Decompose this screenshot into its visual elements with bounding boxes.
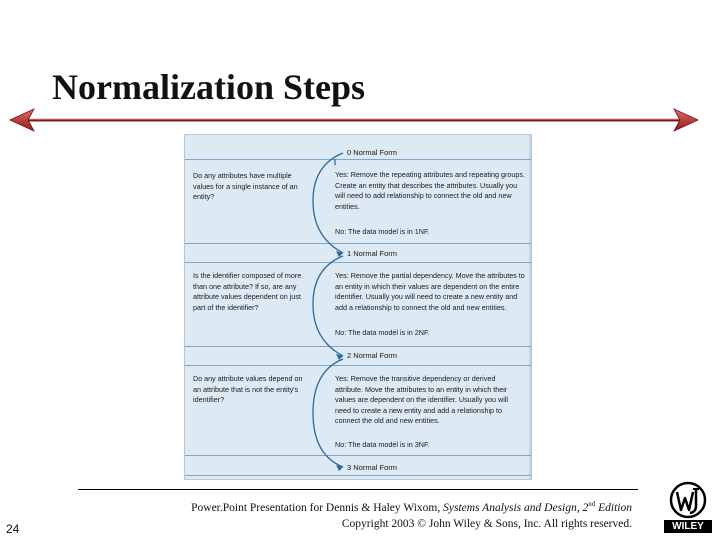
- step1-question: Do any attributes have multiple values for a single instance of an entity?: [193, 171, 298, 202]
- normalization-figure: [184, 134, 532, 480]
- title-divider-arrow: [8, 106, 700, 136]
- step3-yes-text: Yes: Remove the transitive dependency or derived attribute. Move the attributes to an entity in which their values are dependent on the identifier. Usually you will need to create a new entity and add a relationship to connect the old and new entities.: [335, 374, 509, 426]
- footer-rule: [78, 489, 638, 490]
- step2-yes-text: Yes: Remove the partial dependency. Move the attributes to an entity in which their values are dependent on the entire identifier. Usually you will need to create a new entity and add a relationship to connect the old and new entities.: [335, 271, 525, 312]
- form-label-1nf: 1 Normal Form: [347, 249, 398, 258]
- footer-line-1: Power.Point Presentation for Dennis & Haley Wixom, Systems Analysis and Design, 2nd Edition: [191, 500, 632, 514]
- step2-question: Is the identifier composed of more than one attribute? If so, are any attribute values dependent on just part of the identifier?: [193, 271, 302, 312]
- step3-question: Do any attribute values depend on an attribute that is not the entity's identifier?: [193, 374, 303, 405]
- page-number: 24: [6, 522, 20, 536]
- step3-no-text: No: The data model is in 3NF.: [335, 440, 430, 449]
- form-label-3nf: 3 Normal Form: [347, 463, 398, 472]
- step1-no-text: No: The data model is in 1NF.: [335, 227, 430, 236]
- footer-credit: [150, 496, 632, 532]
- step2-no-text: No: The data model is in 2NF.: [335, 328, 430, 337]
- wiley-logo-text: WILEY: [664, 520, 712, 533]
- step1-yes-text: Yes: Remove the repeating attributes and repeating groups. Create an entity that describes the attributes. Usually you will need to add relationship to connect the old and new entities.: [335, 170, 525, 211]
- slide-title: Normalization Steps: [52, 67, 365, 107]
- form-label-2nf: 2 Normal Form: [347, 351, 398, 360]
- footer-line-2: Copyright 2003 © John Wiley & Sons, Inc. All rights reserved.: [341, 517, 632, 530]
- form-label-0nf: 0 Normal Form: [347, 148, 398, 157]
